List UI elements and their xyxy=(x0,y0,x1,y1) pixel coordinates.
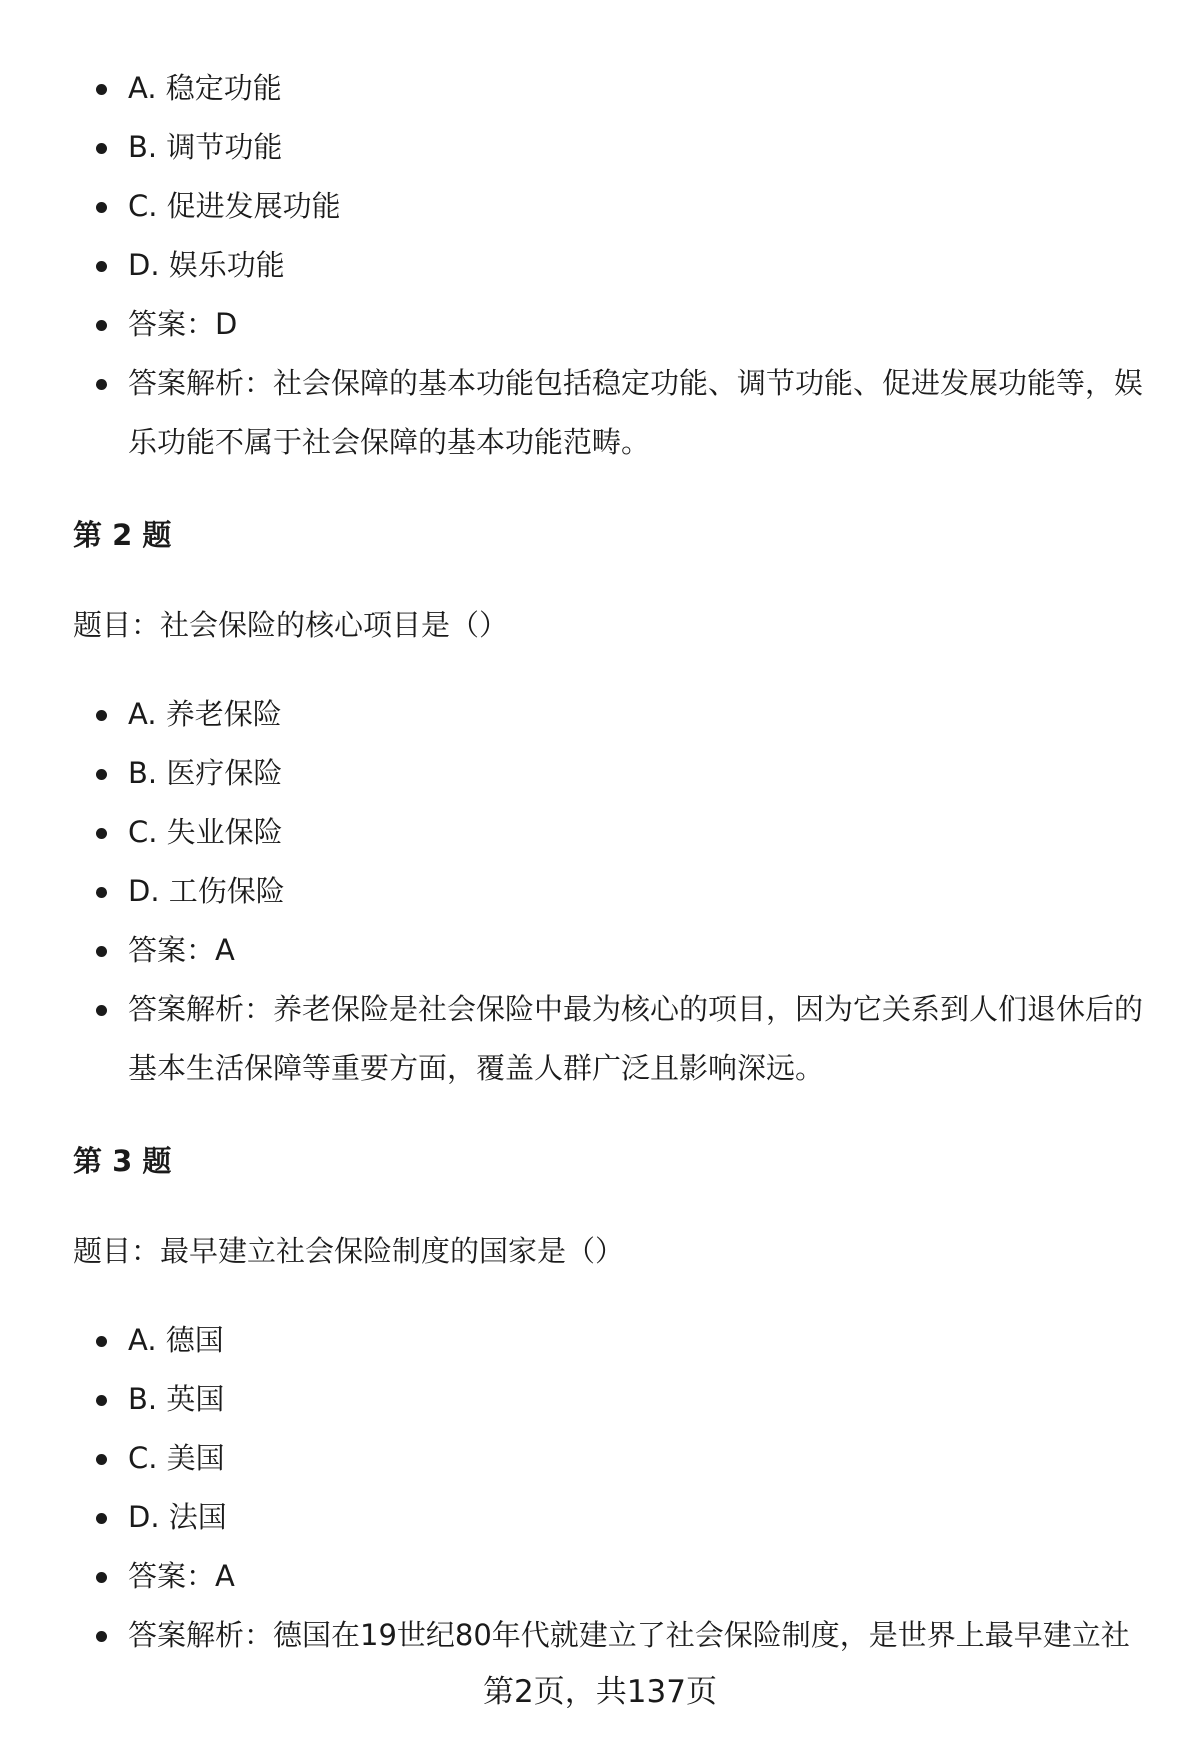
answer-item: 答案：A xyxy=(0,1547,1200,1606)
list-item: D. 娱乐功能 xyxy=(0,236,1200,295)
answer-item: 答案：A xyxy=(0,921,1200,980)
bullet-icon xyxy=(96,769,107,780)
bullet-icon xyxy=(96,1572,107,1583)
question-text: 题目：最早建立社会保险制度的国家是（） xyxy=(73,1234,625,1268)
bullet-icon xyxy=(96,1631,107,1642)
list-item: A. 德国 xyxy=(0,1311,1200,1370)
explanation-item: 答案解析：德国在19世纪80年代就建立了社会保险制度，是世界上最早建立社 xyxy=(0,1606,1200,1665)
bullet-icon xyxy=(96,887,107,898)
bullet-icon xyxy=(96,1336,107,1347)
bullet-icon xyxy=(96,1454,107,1465)
bullet-icon xyxy=(96,828,107,839)
q2-options-list xyxy=(0,685,1200,1098)
bullet-icon xyxy=(96,1395,107,1406)
explanation-item: 答案解析：养老保险是社会保险中最为核心的项目，因为它关系到人们退休后的基本生活保障等重要方面，覆盖人群广泛且影响深远。 xyxy=(0,980,1200,1098)
bullet-icon xyxy=(96,143,107,154)
bullet-icon xyxy=(96,202,107,213)
list-item: D. 工伤保险 xyxy=(0,862,1200,921)
question-heading: 第 3 题 xyxy=(73,1144,172,1178)
list-item: B. 调节功能 xyxy=(0,118,1200,177)
q1-options-list xyxy=(0,59,1200,472)
bullet-icon xyxy=(96,261,107,272)
bullet-icon xyxy=(96,1513,107,1524)
list-item: C. 美国 xyxy=(0,1429,1200,1488)
explanation-item: 答案解析：社会保障的基本功能包括稳定功能、调节功能、促进发展功能等，娱乐功能不属于社会保障的基本功能范畴。 xyxy=(0,354,1200,472)
question-text: 题目：社会保险的核心项目是（） xyxy=(73,608,509,642)
list-item: B. 英国 xyxy=(0,1370,1200,1429)
list-item: C. 失业保险 xyxy=(0,803,1200,862)
list-item: A. 稳定功能 xyxy=(0,59,1200,118)
answer-item: 答案：D xyxy=(0,295,1200,354)
page-number: 第2页，共137页 xyxy=(483,1674,717,1710)
bullet-icon xyxy=(96,84,107,95)
list-item: D. 法国 xyxy=(0,1488,1200,1547)
bullet-icon xyxy=(96,1005,107,1016)
bullet-icon xyxy=(96,379,107,390)
bullet-icon xyxy=(96,320,107,331)
question-heading: 第 2 题 xyxy=(73,518,172,552)
bullet-icon xyxy=(96,946,107,957)
q3-options-list xyxy=(0,1311,1200,1665)
bullet-icon xyxy=(96,710,107,721)
list-item: B. 医疗保险 xyxy=(0,744,1200,803)
list-item: C. 促进发展功能 xyxy=(0,177,1200,236)
list-item: A. 养老保险 xyxy=(0,685,1200,744)
